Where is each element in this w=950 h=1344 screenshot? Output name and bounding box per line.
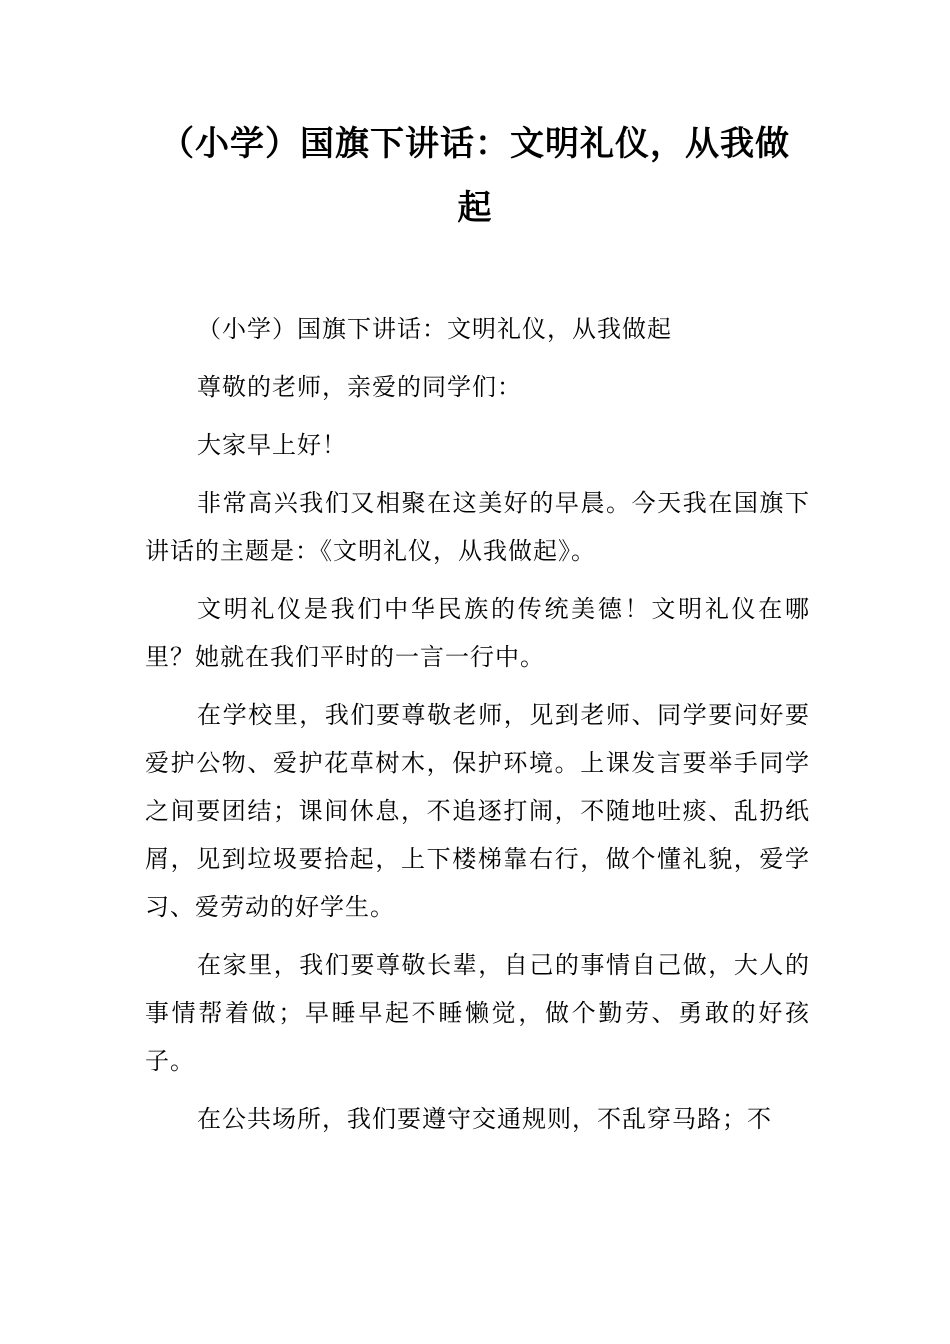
document-body — [145, 305, 810, 1153]
paragraph-home: 在家里，我们要尊敬长辈，自己的事情自己做，大人的事情帮着做；早睡早起不睡懒觉，做个勤劳、勇敢的好孩子。 — [145, 951, 810, 1075]
paragraph-tradition: 文明礼仪是我们中华民族的传统美德！文明礼仪在哪里？她就在我们平时的一言一行中。 — [145, 595, 810, 671]
document-title: （小学）国旗下讲话：文明礼仪，从我做起 — [160, 124, 790, 228]
paragraph-subtitle: （小学）国旗下讲话：文明礼仪，从我做起 — [197, 315, 672, 343]
paragraph-school: 在学校里，我们要尊敬老师，见到老师、同学要问好要爱护公物、爱护花草树木，保护环境。上课发言要举手同学之间要团结；课间休息，不追逐打闹，不随地吐痰、乱扔纸屑，见到垃圾要拾起，上下楼梯靠右行，做个懂礼貌，爱学习、爱劳动的好学生。 — [145, 701, 810, 921]
paragraph-salutation: 尊敬的老师，亲爱的同学们： — [197, 373, 522, 401]
paragraph-intro: 非常高兴我们又相聚在这美好的早晨。今天我在国旗下讲话的主题是：《文明礼仪，从我做起》。 — [145, 489, 810, 565]
paragraph-greeting: 大家早上好！ — [197, 431, 347, 459]
paragraph-public: 在公共场所，我们要遵守交通规则，不乱穿马路；不 — [197, 1105, 772, 1133]
